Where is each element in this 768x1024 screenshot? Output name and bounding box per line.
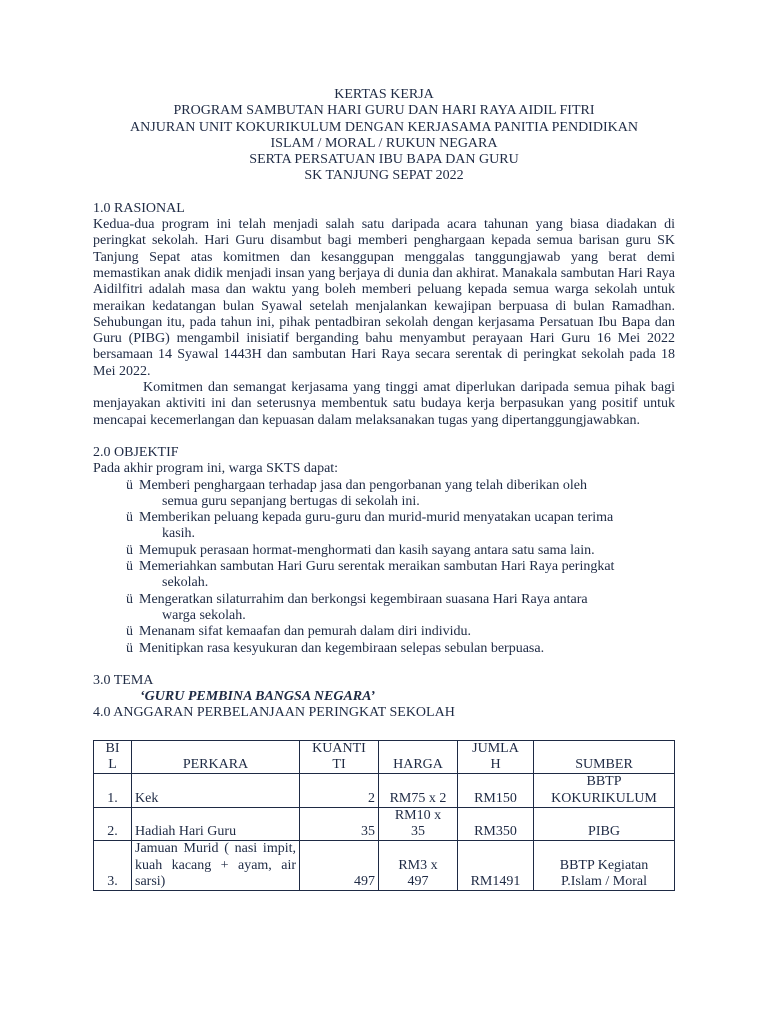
cell-perkara: Hadiah Hari Guru (132, 807, 300, 841)
list-item (126, 478, 675, 511)
table-row (94, 841, 675, 891)
check-bullet-icon: ü (126, 542, 133, 558)
cell-kuantiti: 35 (300, 807, 379, 841)
tema-heading: 3.0 TEMA (93, 672, 154, 688)
section-anggaran (93, 705, 675, 891)
list-item (126, 624, 675, 640)
table-header-row (94, 740, 675, 774)
objective-line-1: Memupuk perasaan hormat-menghormati dan kasih sayang antara satu sama lain. (139, 542, 595, 558)
cell-jumlah: RM150 (458, 774, 534, 808)
objective-line-2: sekolah. (162, 575, 209, 591)
anggaran-heading: 4.0 ANGGARAN PERBELANJAAN PERINGKAT SEKOLAH (93, 705, 455, 721)
rasional-paragraph-2: Komitmen dan semangat kerjasama yang tinggi amat diperlukan daripada semua pihak bagi menjayakan aktiviti ini dan seterusnya membentuk satu budaya kerja berpasukan yang positif untuk mencapai kecemerlangan dan kepuasan dalam melaksanakan tugas yang dipertanggungjawabkan. (93, 380, 675, 428)
title-line: PROGRAM SAMBUTAN HARI GURU DAN HARI RAYA AIDIL FITRI (173, 103, 595, 119)
title-line: ANJURAN UNIT KOKURIKULUM DENGAN KERJASAMA PANITIA PENDIDIKAN (130, 119, 638, 135)
cell-jumlah: RM350 (458, 807, 534, 841)
objective-line-2: warga sekolah. (162, 607, 246, 623)
cell-sumber: BBTP KOKURIKULUM (534, 774, 675, 808)
cell-perkara: Kek (132, 774, 300, 808)
section-rasional (93, 201, 675, 429)
objektif-heading: 2.0 OBJEKTIF (93, 444, 179, 460)
objektif-list (93, 478, 675, 657)
section-tema (93, 673, 675, 706)
cell-bil: 3. (94, 841, 132, 891)
check-bullet-icon: ü (126, 559, 133, 575)
document-body (93, 87, 675, 891)
title-line: KERTAS KERJA (334, 87, 434, 102)
cell-harga: RM3 x 497 (379, 841, 458, 891)
rasional-paragraph-1: Kedua-dua program ini telah menjadi salah satu daripada acara tahunan yang biasa diadakan di peringkat sekolah. Hari Guru disambut bagi memberi penghargaan kepada semua barisan guru SK Tanjung Sepat atas komitmen dan kesanggupan menggalas tanggungjawab yang berat demi memastikan anak didik menjadi insan yang berjaya di dunia dan akhirat. Manakala sambutan Hari Raya Aidilfitri adalah masa dan waktu yang boleh memberi peluang kepada semua warga sekolah untuk meraikan kedatangan bulan Syawal setelah menjalankan kewajipan berpuasa di bulan Ramadhan. Sehubungan itu, pada tahun ini, pihak pentadbiran sekolah dengan kerjasama Persatuan Ibu Bapa dan Guru (PIBG) mengambil inisiatif berganding bahu menyambut perayaan Hari Guru 16 Mei 2022 bersamaan 14 Syawal 1443H dan sambutan Hari Raya secara serentak di peringkat sekolah pada 18 Mei 2022. (93, 217, 675, 379)
objective-line-1: Memberi penghargaan terhadap jasa dan pengorbanan yang telah diberikan oleh (139, 477, 587, 493)
budget-table (93, 740, 675, 892)
objektif-intro: Pada akhir program ini, warga SKTS dapat: (93, 461, 339, 477)
cell-harga: RM75 x 2 (379, 774, 458, 808)
tema-text: ‘GURU PEMBINA BANGSA NEGARA’ (140, 689, 376, 705)
cell-bil: 2. (94, 807, 132, 841)
check-bullet-icon: ü (126, 624, 133, 640)
cell-kuantiti: 497 (300, 841, 379, 891)
objective-line-2: semua guru sepanjang bertugas di sekolah ini. (162, 493, 420, 509)
check-bullet-icon: ü (126, 591, 133, 607)
header-perkara: PERKARA (132, 740, 300, 774)
objective-line-2: kasih. (162, 526, 196, 542)
objective-line-1: Menitipkan rasa kesyukuran dan kegembiraan selepas sebulan berpuasa. (139, 640, 545, 656)
list-item (126, 510, 675, 543)
title-line: SK TANJUNG SEPAT 2022 (304, 168, 464, 184)
cell-sumber: BBTP Kegiatan P.Islam / Moral (534, 841, 675, 891)
cell-jumlah: RM1491 (458, 841, 534, 891)
check-bullet-icon: ü (126, 640, 133, 656)
table-row (94, 807, 675, 841)
header-kuantiti: KUANTI TI (300, 740, 379, 774)
cell-kuantiti: 2 (300, 774, 379, 808)
header-harga: HARGA (379, 740, 458, 774)
cell-harga: RM10 x 35 (379, 807, 458, 841)
cell-perkara: Jamuan Murid ( nasi impit, kuah kacang + ayam, air sarsi) (132, 841, 300, 891)
objective-line-1: Mengeratkan silaturrahim dan berkongsi kegembiraan suasana Hari Raya antara (139, 591, 588, 607)
title-line: ISLAM / MORAL / RUKUN NEGARA (270, 135, 498, 151)
objective-line-1: Memeriahkan sambutan Hari Guru serentak meraikan sambutan Hari Raya peringkat (139, 559, 615, 575)
check-bullet-icon: ü (126, 510, 133, 526)
list-item (126, 592, 675, 625)
list-item (126, 559, 675, 592)
objective-line-1: Menanam sifat kemaafan dan pemurah dalam diri individu. (139, 624, 472, 640)
section-objektif (93, 445, 675, 657)
objective-line-1: Memberikan peluang kepada guru-guru dan murid-murid menyatakan ucapan terima (139, 510, 614, 526)
table-row (94, 774, 675, 808)
title-line: SERTA PERSATUAN IBU BAPA DAN GURU (249, 152, 519, 168)
rasional-heading: 1.0 RASIONAL (93, 200, 185, 216)
list-item (126, 543, 675, 559)
header-bil: BI L (94, 740, 132, 774)
document-title (93, 87, 675, 185)
cell-bil: 1. (94, 774, 132, 808)
header-sumber: SUMBER (534, 740, 675, 774)
check-bullet-icon: ü (126, 477, 133, 493)
cell-sumber: PIBG (534, 807, 675, 841)
header-jumlah: JUMLA H (458, 740, 534, 774)
list-item (126, 641, 675, 657)
